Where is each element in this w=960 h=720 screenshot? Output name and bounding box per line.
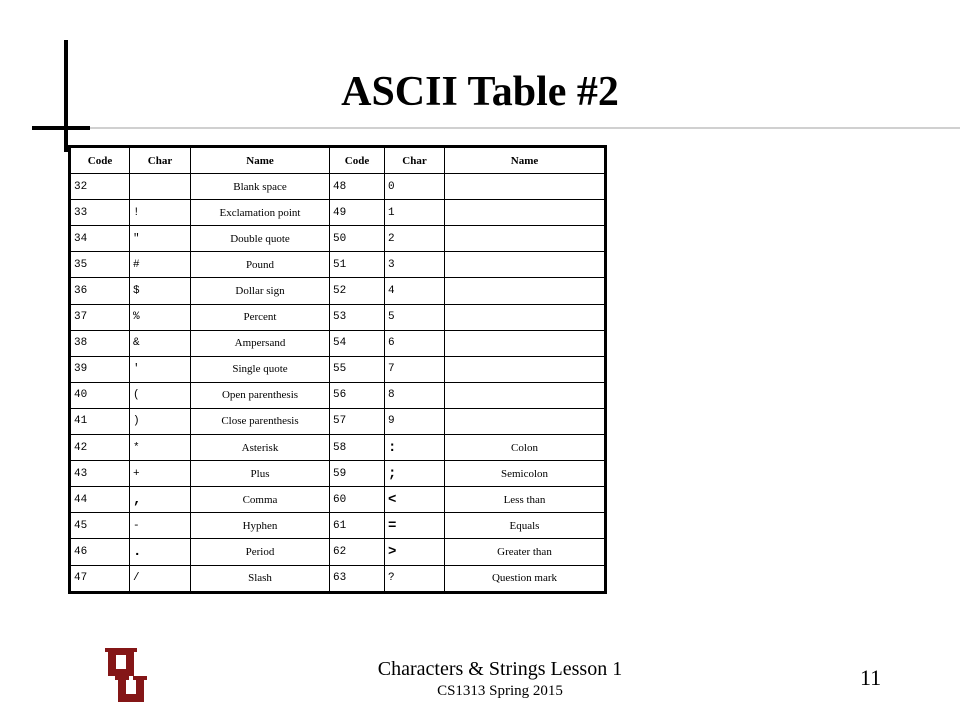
cell-code: 39 — [70, 356, 130, 382]
header-name-1: Name — [191, 147, 330, 174]
title-divider — [90, 127, 960, 129]
cell-char: , — [130, 487, 191, 513]
header-char-1: Char — [130, 147, 191, 174]
table-row — [70, 174, 606, 200]
cell-char: 3 — [385, 252, 445, 278]
cell-char: $ — [130, 278, 191, 304]
cell-name: Colon — [445, 435, 606, 461]
cell-char: 0 — [385, 174, 445, 200]
cell-name: Dollar sign — [191, 278, 330, 304]
cell-name: Slash — [191, 565, 330, 592]
cell-char: 7 — [385, 356, 445, 382]
cell-code: 55 — [330, 356, 385, 382]
cell-char: % — [130, 304, 191, 330]
header-code-2: Code — [330, 147, 385, 174]
ascii-table-body — [70, 174, 606, 593]
cell-name: Plus — [191, 461, 330, 487]
cell-char: + — [130, 461, 191, 487]
cell-name: Percent — [191, 304, 330, 330]
cell-code: 38 — [70, 330, 130, 356]
cell-code: 59 — [330, 461, 385, 487]
cell-char: 4 — [385, 278, 445, 304]
cell-char: ; — [385, 461, 445, 487]
cell-name: Hyphen — [191, 513, 330, 539]
cell-char: " — [130, 226, 191, 252]
cell-name — [445, 356, 606, 382]
cell-char: & — [130, 330, 191, 356]
cell-char: / — [130, 565, 191, 592]
page-number: 11 — [860, 665, 882, 690]
cell-name — [445, 304, 606, 330]
header-code-1: Code — [70, 147, 130, 174]
cell-char — [130, 174, 191, 200]
cell-code: 43 — [70, 461, 130, 487]
footer-course: CS1313 Spring 2015 — [437, 683, 563, 699]
cell-name: Blank space — [191, 174, 330, 200]
cell-char: # — [130, 252, 191, 278]
cell-name: Greater than — [445, 539, 606, 565]
cell-code: 47 — [70, 565, 130, 592]
cell-name — [445, 408, 606, 434]
cell-code: 46 — [70, 539, 130, 565]
cell-char: ' — [130, 356, 191, 382]
table-row — [70, 539, 606, 565]
cell-name — [445, 330, 606, 356]
cell-char: 2 — [385, 226, 445, 252]
table-row — [70, 382, 606, 408]
table-row — [70, 408, 606, 434]
cell-code: 58 — [330, 435, 385, 461]
table-row — [70, 565, 606, 592]
cell-char: < — [385, 487, 445, 513]
slide-title: ASCII Table #2 — [341, 69, 619, 115]
cell-name: Period — [191, 539, 330, 565]
table-row — [70, 435, 606, 461]
table-row — [70, 330, 606, 356]
cell-name: Less than — [445, 487, 606, 513]
cell-name: Semicolon — [445, 461, 606, 487]
cell-code: 52 — [330, 278, 385, 304]
cell-char: ? — [385, 565, 445, 592]
corner-horizontal-rule — [32, 126, 90, 130]
cell-name: Exclamation point — [191, 200, 330, 226]
header-char-2: Char — [385, 147, 445, 174]
header-name-2: Name — [445, 147, 606, 174]
cell-code: 63 — [330, 565, 385, 592]
table-row — [70, 304, 606, 330]
cell-char: 8 — [385, 382, 445, 408]
cell-code: 53 — [330, 304, 385, 330]
cell-char: 9 — [385, 408, 445, 434]
ascii-table — [68, 145, 607, 594]
cell-code: 41 — [70, 408, 130, 434]
cell-name — [445, 278, 606, 304]
cell-char: 6 — [385, 330, 445, 356]
table-row — [70, 200, 606, 226]
cell-name — [445, 382, 606, 408]
cell-code: 56 — [330, 382, 385, 408]
cell-code: 54 — [330, 330, 385, 356]
cell-name: Question mark — [445, 565, 606, 592]
cell-code: 42 — [70, 435, 130, 461]
cell-code: 37 — [70, 304, 130, 330]
cell-char: ! — [130, 200, 191, 226]
cell-code: 57 — [330, 408, 385, 434]
table-row — [70, 356, 606, 382]
cell-code: 34 — [70, 226, 130, 252]
cell-code: 60 — [330, 487, 385, 513]
cell-code: 40 — [70, 382, 130, 408]
cell-char: ( — [130, 382, 191, 408]
cell-name: Close parenthesis — [191, 408, 330, 434]
cell-name — [445, 174, 606, 200]
cell-code: 48 — [330, 174, 385, 200]
cell-code: 61 — [330, 513, 385, 539]
cell-code: 62 — [330, 539, 385, 565]
cell-name — [445, 252, 606, 278]
cell-code: 50 — [330, 226, 385, 252]
table-header-row — [70, 147, 606, 174]
cell-code: 51 — [330, 252, 385, 278]
cell-name: Equals — [445, 513, 606, 539]
cell-code: 32 — [70, 174, 130, 200]
table-row — [70, 278, 606, 304]
cell-char: - — [130, 513, 191, 539]
cell-name: Open parenthesis — [191, 382, 330, 408]
cell-char: > — [385, 539, 445, 565]
cell-char: ) — [130, 408, 191, 434]
table-row — [70, 252, 606, 278]
cell-char: = — [385, 513, 445, 539]
cell-name: Double quote — [191, 226, 330, 252]
cell-code: 44 — [70, 487, 130, 513]
cell-char: : — [385, 435, 445, 461]
footer-lesson-title: Characters & Strings Lesson 1 — [377, 658, 623, 680]
cell-code: 45 — [70, 513, 130, 539]
cell-code: 33 — [70, 200, 130, 226]
table-row — [70, 461, 606, 487]
cell-code: 49 — [330, 200, 385, 226]
table-row — [70, 226, 606, 252]
cell-name: Asterisk — [191, 435, 330, 461]
cell-char: 1 — [385, 200, 445, 226]
cell-name: Comma — [191, 487, 330, 513]
cell-name — [445, 200, 606, 226]
cell-name: Ampersand — [191, 330, 330, 356]
cell-code: 36 — [70, 278, 130, 304]
cell-char: * — [130, 435, 191, 461]
cell-code: 35 — [70, 252, 130, 278]
ou-logo — [104, 646, 150, 706]
cell-char: . — [130, 539, 191, 565]
table-row — [70, 513, 606, 539]
table-row — [70, 487, 606, 513]
ou-logo-mark — [105, 648, 147, 702]
cell-name — [445, 226, 606, 252]
cell-name: Single quote — [191, 356, 330, 382]
cell-char: 5 — [385, 304, 445, 330]
cell-name: Pound — [191, 252, 330, 278]
